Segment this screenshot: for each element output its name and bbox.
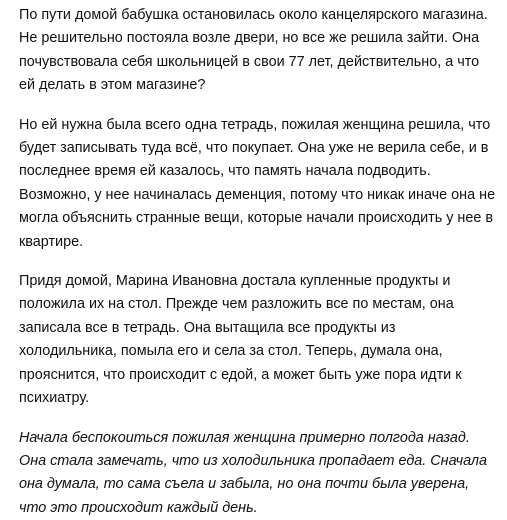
- paragraph-3: Придя домой, Марина Ивановна достала купленные продукты и положила их на стол. Прежде чем разложить все по местам, она записала все в тетрадь. Она вытащила все продукты из холодильника, помыла его и села за стол. Теперь, думала она, прояснится, что происходит с едой, а может быть уже пора идти к психиатру.: [19, 270, 497, 410]
- paragraph-1: По пути домой бабушка остановилась около канцелярского магазина. Не решительно постояла возле двери, но все же решила зайти. Она почувствовала себя школьницей в свои 77 лет, действительно, а что ей делать в этом магазине?: [19, 4, 497, 98]
- paragraph-4-italic: Начала беспокоиться пожилая женщина примерно полгода назад. Она стала замечать, что из холодильника пропадает еда. Сначала она думала, то сама съела и забыла, но она почти была уверена, что это происходит каждый день.: [19, 427, 497, 520]
- paragraph-2: Но ей нужна была всего одна тетрадь, пожилая женщина решила, что будет записывать туда всё, что покупает. Она уже не верила себе, и в последнее время ей казалось, что память начала подводить. Возможно, у нее начиналась деменция, потому что никак иначе она не могла объяснить странные вещи, которые начали происходить у нее в квартире.: [19, 114, 497, 254]
